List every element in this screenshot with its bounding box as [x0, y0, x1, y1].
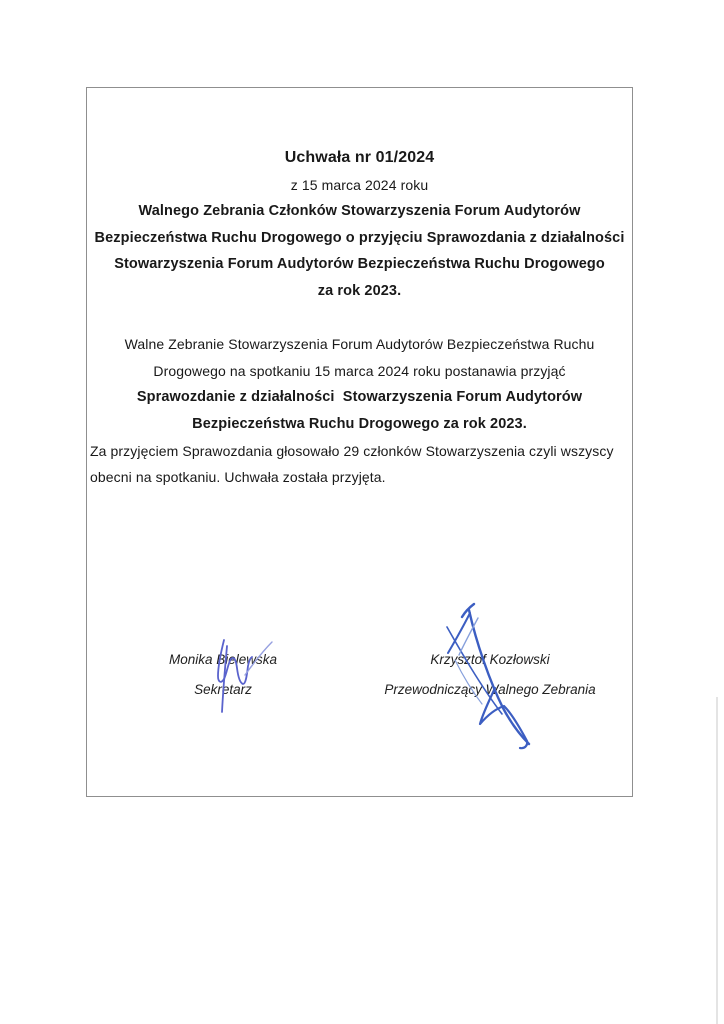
- text-line: obecni na spotkaniu. Uchwała została przyjęta.: [90, 469, 386, 486]
- text-line: za rok 2023.: [317, 282, 402, 299]
- signer-name: Monika Bielewska: [168, 652, 278, 667]
- scan-edge-artifact: [716, 697, 718, 1024]
- signature-block-chairman: [376, 650, 604, 700]
- text-line: Drogowego na spotkaniu 15 marca 2024 roku postanawia przyjąć: [153, 362, 566, 379]
- signer-name: Krzysztof Kozłowski: [430, 652, 550, 667]
- signer-role: Przewodniczący Walnego Zebrania: [384, 682, 596, 697]
- text-line: Bezpieczeństwa Ruchu Drogowego o przyjęciu Sprawozdania z działalności: [94, 229, 625, 246]
- text-line: Walnego Zebrania Członków Stowarzyszenia Forum Audytorów: [138, 203, 581, 220]
- text-line: [90, 305, 629, 332]
- text-line: Bezpieczeństwa Ruchu Drogowego za rok 2023.: [192, 415, 527, 432]
- text-line: Walne Zebranie Stowarzyszenia Forum Audytorów Bezpieczeństwa Ruchu: [124, 336, 595, 353]
- text-line: Sprawozdanie z działalności Stowarzyszenia Forum Audytorów: [136, 389, 583, 406]
- text-line: Stowarzyszenia Forum Audytorów Bezpieczeństwa Ruchu Drogowego: [114, 256, 605, 273]
- signature-block-secretary: [128, 650, 318, 700]
- text-line: Za przyjęciem Sprawozdania głosowało 29 członków Stowarzyszenia czyli wszyscy: [90, 442, 614, 459]
- text-line: Uchwała nr 01/2024: [284, 149, 435, 166]
- signer-role: Sekretarz: [194, 682, 252, 697]
- text-line: z 15 marca 2024 roku: [290, 176, 429, 193]
- document-lines: [87, 145, 632, 491]
